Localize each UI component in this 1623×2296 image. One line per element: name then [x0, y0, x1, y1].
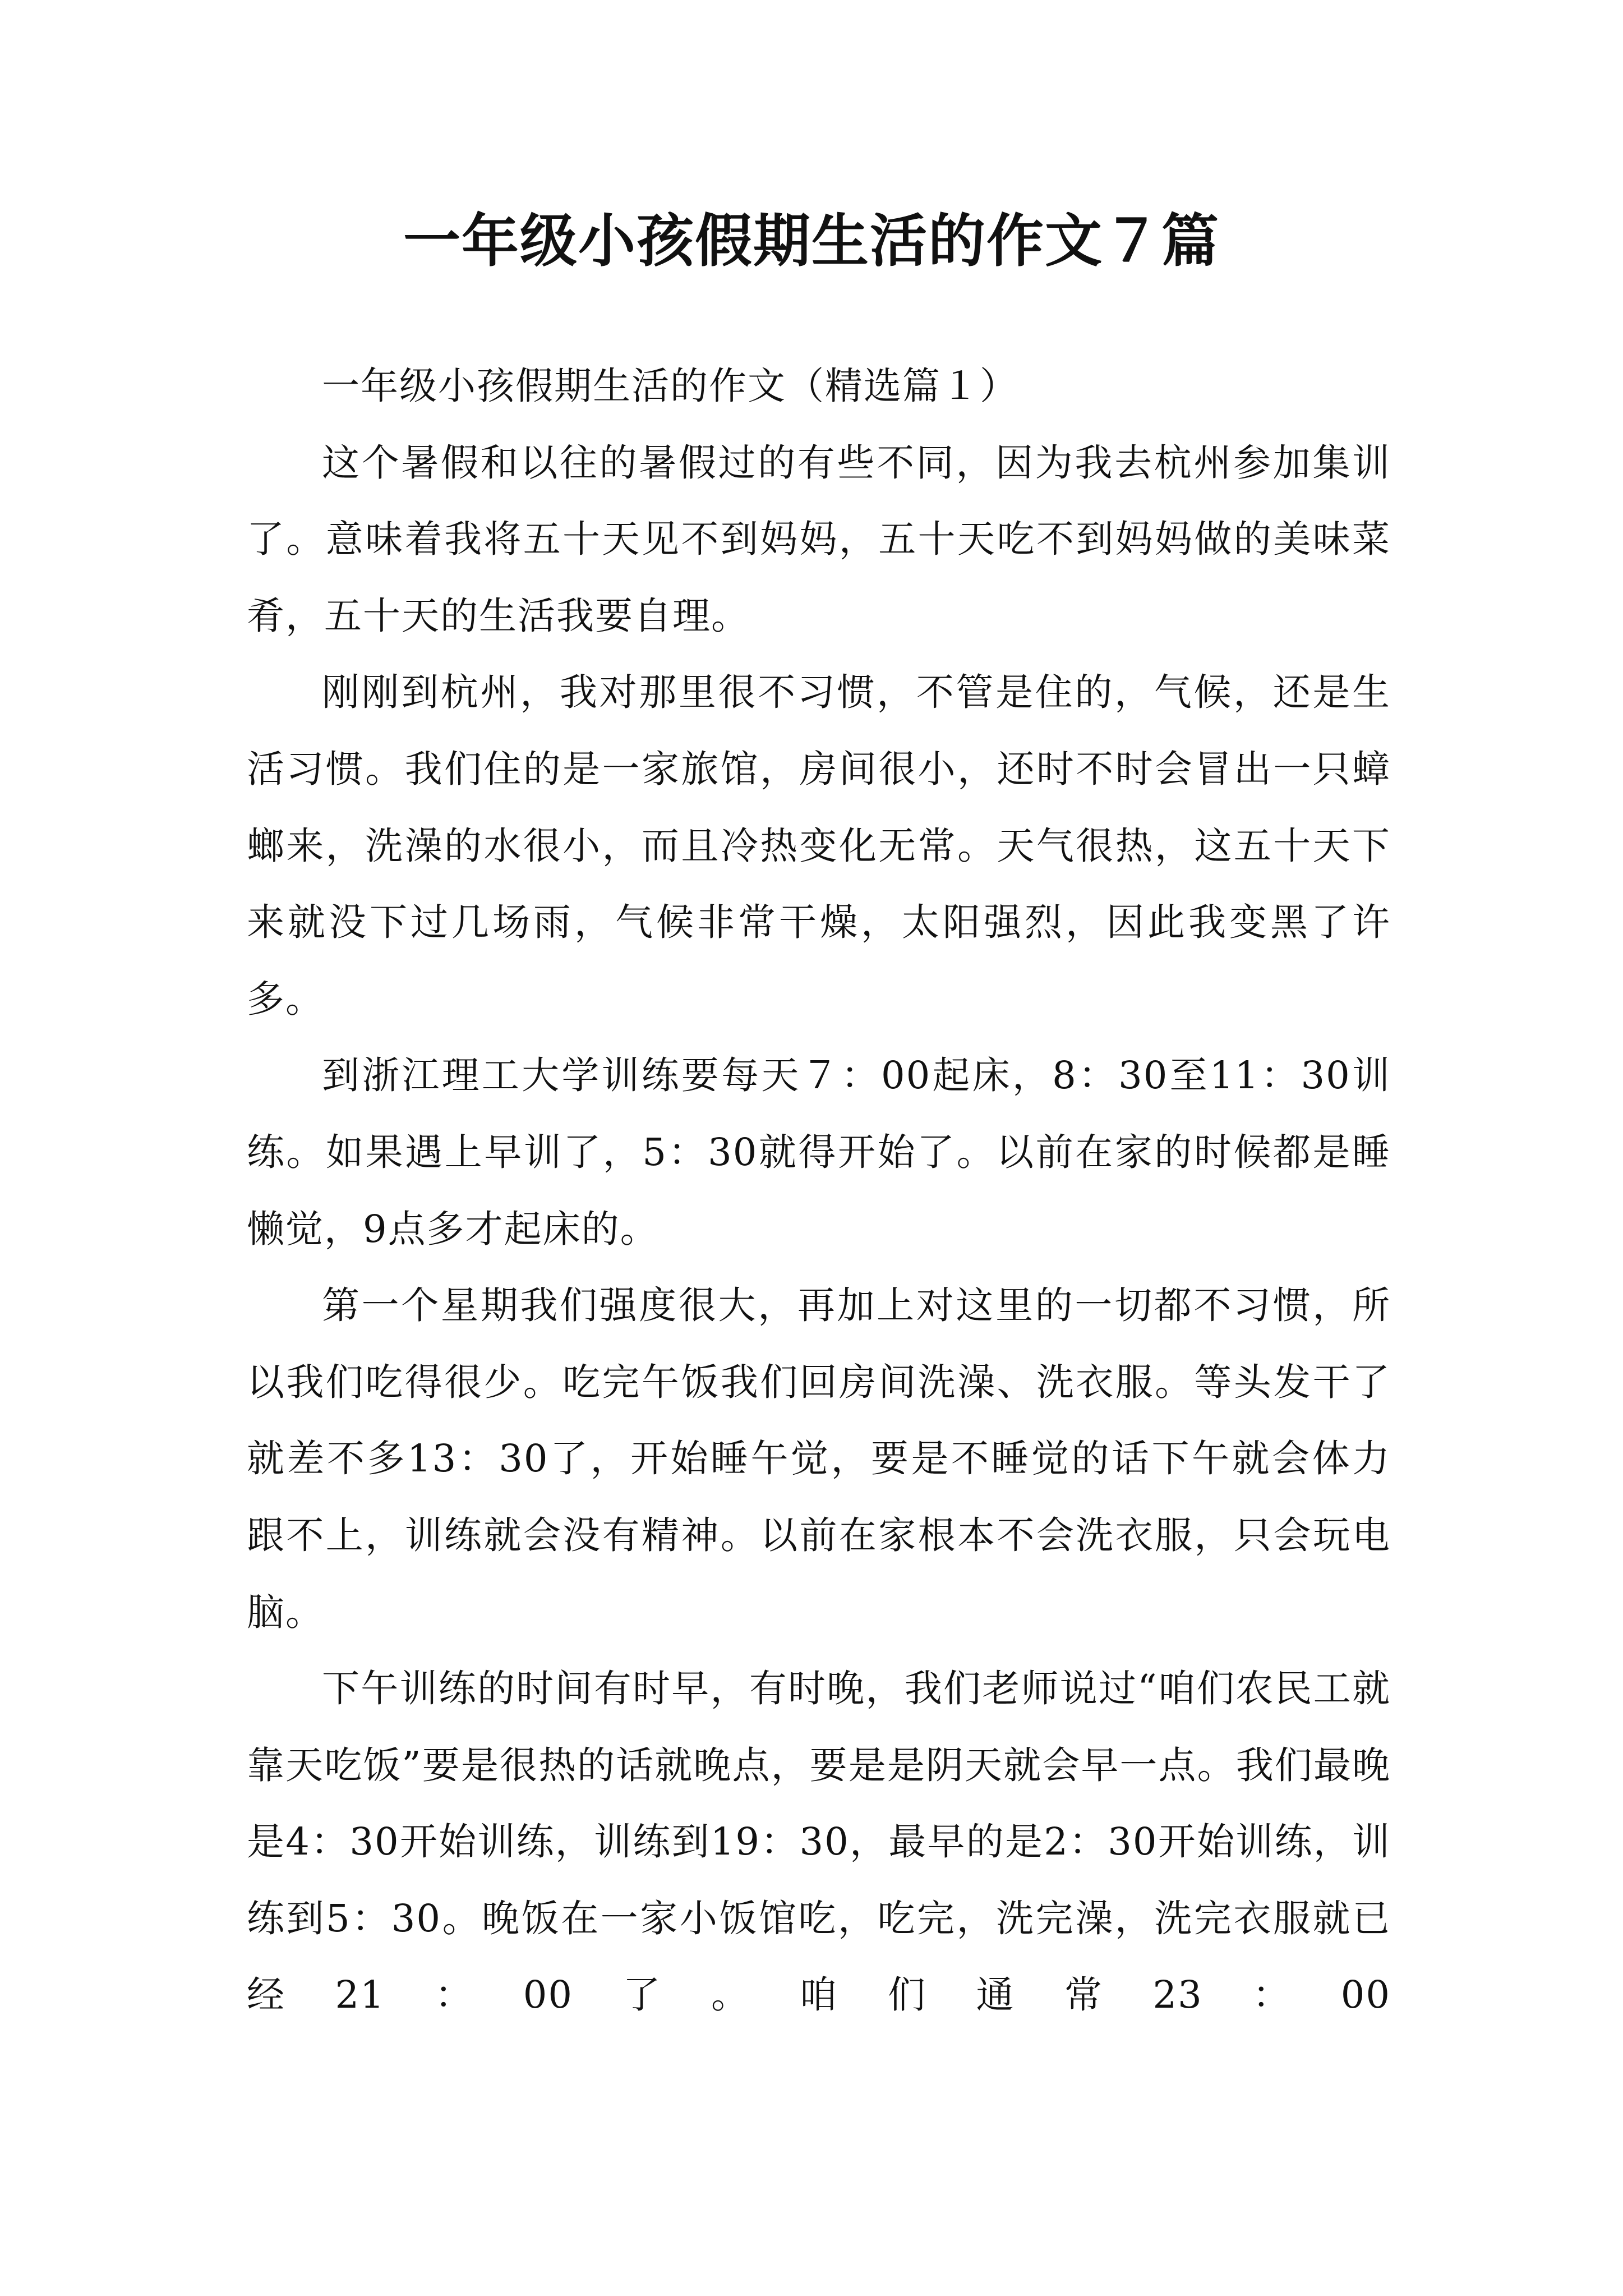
document-title: 一年级小孩假期生活的作文７篇: [403, 208, 1220, 275]
paragraph: 这个暑假和以往的暑假过的有些不同，因为我去杭州参加集训了。意味着我将五十天见不到妈妈，五十天吃不到妈妈做的美味菜肴，五十天的生活我要自理。: [247, 440, 1391, 638]
paragraph: 第一个星期我们强度很大，再加上对这里的一切都不习惯，所以我们吃得很少。吃完午饭我们回房间洗澡、洗衣服。等头发干了就差不多13：30了，开始睡午觉，要是不睡觉的话下午就会体力跟不上，训练就会没有精神。以前在家根本不会洗衣服，只会玩电脑。: [247, 1283, 1391, 1634]
paragraph: 刚刚到杭州，我对那里很不习惯，不管是住的，气候，还是生活习惯。我们住的是一家旅馆，房间很小，还时不时会冒出一只蟑螂来，洗澡的水很小，而且冷热变化无常。天气很热，这五十天下来就没下过几场雨，气候非常干燥，太阳强烈，因此我变黑了许多。: [247, 670, 1391, 1021]
paragraph: 下午训练的时间有时早，有时晚，我们老师说过“咱们农民工就靠天吃饭”要是很热的话就晚点，要是是阴天就会早一点。我们最晚是4：30开始训练，训练到19：30，最早的是2：30开始训练，训练到5：30。晚饭在一家小饭馆吃，吃完，洗完澡，洗完衣服就已经21：00了。咱们通常23：00: [247, 1667, 1391, 2017]
paragraph: 到浙江理工大学训练要每天７：00起床，8：30至11：30训练。如果遇上早训了，5：30就得开始了。以前在家的时候都是睡懒觉，9点多才起床的。: [247, 1053, 1391, 1251]
section-heading: 一年级小孩假期生活的作文（精选篇１）: [322, 364, 1018, 408]
document-body: [247, 348, 1391, 2033]
